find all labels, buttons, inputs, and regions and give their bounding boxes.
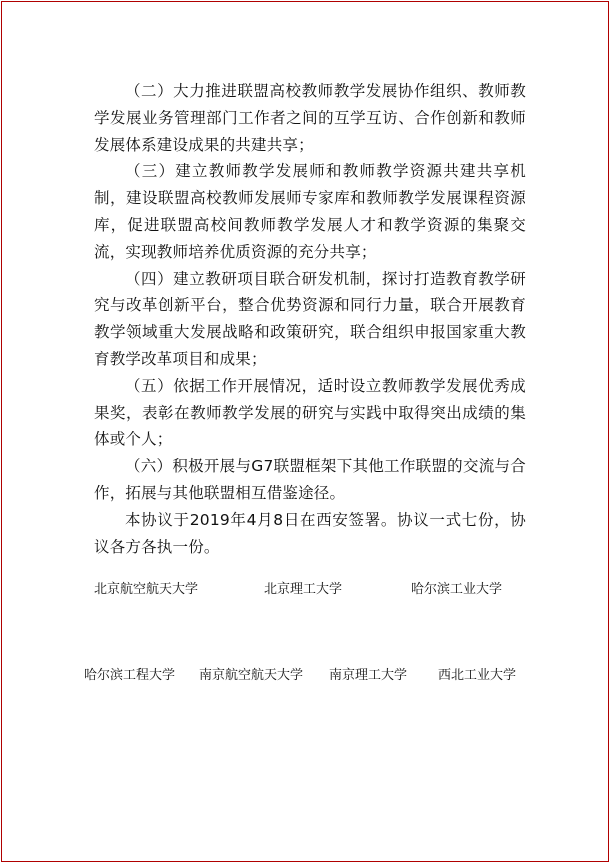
signatory-nwpu: 西北工业大学 [438,668,517,683]
signatory-buaa: 北京航空航天大学 [94,582,199,597]
signing-statement: 本协议于2019年4月8日在西安签署。协议一式七份，协议各方各执一份。 [94,510,526,556]
clause-5: （五）依据工作开展情况，适时设立教师教学发展优秀成果奖，表彰在教师教学发展的研究与实践中取得突出成绩的集体或个人； [94,376,526,449]
agreement-body [94,78,526,560]
clause-6: （六）积极开展与G7联盟框架下其他工作联盟的交流与合作，拓展与其他联盟相互借鉴途径。 [94,457,526,502]
clause-3: （三）建立教师教学发展师和教师教学资源共建共享机制，建设联盟高校教师发展师专家库和教师教学发展课程资源库，促进联盟高校间教师教学发展人才和教学资源的集聚交流，实现教师培养优质资源的充分共享； [94,162,526,261]
signatory-njust: 南京理工大学 [329,668,408,683]
signatory-row-2 [0,668,612,684]
signatory-nuaa: 南京航空航天大学 [199,668,304,683]
clause-4: （四）建立教研项目联合研发机制，探讨打造教育教学研究与改革创新平台，整合优势资源和同行力量，联合开展教育教学领域重大发展战略和政策研究，联合组织申报国家重大教育教学改革项目和成果； [94,269,526,368]
clause-2: （二）大力推进联盟高校教师教学发展协作组织、教师教学发展业务管理部门工作者之间的互学互访、合作创新和教师发展体系建设成果的共建共享； [94,82,526,154]
signatory-bit: 北京理工大学 [264,582,343,597]
signatory-row-1 [0,582,612,598]
signatory-heu: 哈尔滨工程大学 [84,668,176,683]
signatory-hit: 哈尔滨工业大学 [411,582,503,597]
